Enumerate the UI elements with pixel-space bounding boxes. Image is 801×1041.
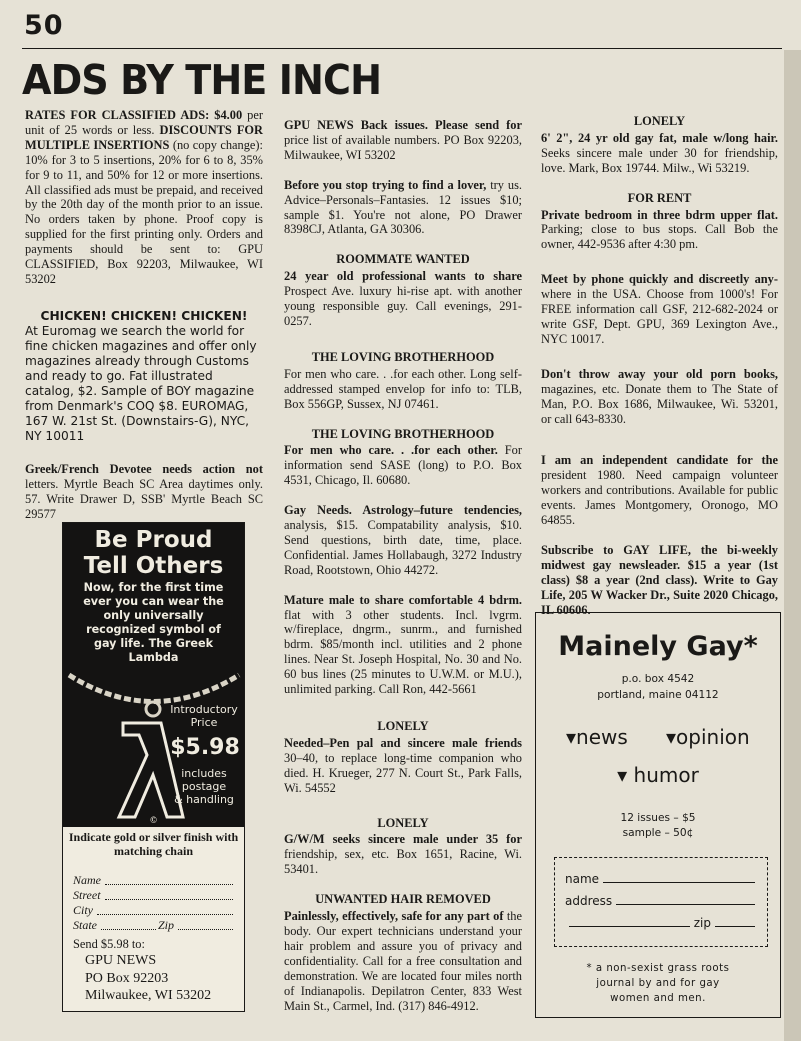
lover-ad: Before you stop trying to find a lover, try us. Advice–Personals–Fantasies. 12 issues $10; sample $1. You're not alone, PO Drawer 8398CJ, Atlanta, GA 30306.	[284, 177, 522, 237]
form-name-field[interactable]: Name	[73, 873, 235, 888]
includes-label: includes postage & handling	[174, 767, 234, 806]
coupon-address-field[interactable]: address	[565, 894, 759, 908]
lonely-heading-1: LONELY	[377, 719, 429, 733]
astrology-ad: Gay Needs. Astrology–future tendencies, analysis, $15. Compatability analysis, $10. Send questions, birth date, time, place. Confidential. James Hollabaugh, 3272 Industry Road, Rootstown, Ohio 44272.	[284, 503, 522, 577]
mature-male-ad: Mature male to share comfortable 4 bdrm. flat with 3 other students. Incl. lvgrm. w/fireplace, dngrm., sunrm., and furnished bdrm. $85/month incl. utilities and 2 phone lines. Near St. Joseph Hospital, No. 30 and No. 60 bus lines (25 minutes to U.W.M. or M.U.), unlimited parking. Call Ron, 442-5661	[284, 592, 522, 697]
coupon-zip-field[interactable]: zip	[565, 916, 759, 930]
lonely-heading-2: LONELY	[377, 815, 429, 830]
order-address: GPU NEWS PO Box 92203 Milwaukee, WI 53202	[85, 953, 212, 1003]
rates-ad: RATES FOR CLASSIFIED ADS: $4.00 per unit of 25 words or less. DISCOUNTS FOR MULTIPLE INSERTIONS (no copy change): 10% for 3 to 5 insertions, 20% for 6 to 8, 35% for 9 to 11, and 50% for 12 or more insertions. All classified ads must be prepaid, and received by the 20th day of the month prior to an issue. No orders taken by phone. Proof copy is supplied for the first printing only. Orders and payments should be sent to: GPU CLASSIFIED, Box 92203, Milwaukee, WI 53202	[25, 108, 264, 286]
page-number: 50	[24, 10, 64, 41]
page-title: ADS BY THE INCH	[22, 56, 382, 104]
brotherhood-ad-2: For men who care. . .for each other. For information send SASE (long) to P.O. Box 4531, Chicago, Il. 60680.	[284, 443, 522, 488]
news-label: ▾news	[566, 725, 628, 749]
subscription-prices: 12 issues – $5 sample – 50¢	[620, 812, 696, 839]
roommate-ad: 24 year old professional wants to share Prospect Ave. luxury hi-rise apt. with another young responsible guy. Call evenings, 291-0257.	[284, 269, 522, 328]
lonely-heading-3: LONELY	[633, 114, 686, 128]
mainely-gay-address: p.o. box 4542 portland, maine 04112	[597, 673, 719, 701]
form-city-field[interactable]: City	[73, 903, 235, 918]
humor-label: ▾ humor	[617, 763, 699, 787]
porn-books-ad: Don't throw away your old porn books, magazines, etc. Donate them to The State of Man, P.O. Box 1686, Milwaukee, Wi. 53201, or call 643-8330.	[541, 366, 778, 426]
copyright-mark: ©	[150, 815, 157, 825]
brotherhood-heading-2: THE LOVING BROTHERHOOD	[311, 426, 495, 441]
send-to-label: Send $5.98 to:	[73, 937, 145, 951]
mainely-gay-tagline: * a non-sexist grass roots journal by and for gay women and men.	[586, 963, 730, 1004]
column-3	[541, 114, 778, 632]
gay-life-ad: Subscribe to GAY LIFE, the bi-weekly midwest gay newsleader. $15 a year (1st class) $8 a year (2nd class). Write to Gay Life, 205 W Wacker Dr., Suite 2020 Chicago, IL 60606.	[541, 542, 778, 617]
hair-heading: UNWANTED HAIR REMOVED	[315, 892, 491, 907]
column-1	[25, 108, 263, 537]
lonely-ad-3: 6' 2", 24 yr old gay fat, male w/long hair. Seeks sincere male under 30 for friendship, love. Mark, Box 19744. Milw., Wi 53219.	[541, 130, 778, 175]
lambda-ad-box	[62, 522, 245, 1012]
candidate-ad: I am an independent candidate for the president 1980. Need campaign volunteer workers and contributions. Available for public events. James Montgomery, Oronogo, MO 64855.	[541, 453, 778, 528]
lonely-ad-2: G/W/M seeks sincere male under 35 for friendship, sex, etc. Box 1651, Racine, Wi. 53401.	[284, 832, 522, 877]
roommate-heading: ROOMMATE WANTED	[336, 252, 470, 267]
for-rent-heading: FOR RENT	[627, 190, 692, 205]
gpu-backissues-ad: GPU NEWS Back issues. Please send for price list of available numbers. PO Box 92203, Milwaukee, WI 53202	[284, 118, 522, 162]
header-rule	[22, 48, 782, 49]
intro-price-label: Introductory Price	[170, 703, 238, 729]
brotherhood-ad-1: For men who care. . .for each other. Long self-addressed stamped envelop for info to: TLB, Box 556GP, Sussex, NJ 07461.	[284, 366, 522, 411]
lonely-ad-1: Needed–Pen pal and sincere male friends 30–40, to replace long-time companion who died. H. Krueger, 277 N. Court St., Park Falls, Wi. 54552	[284, 735, 522, 795]
coupon-name-field[interactable]: name	[565, 872, 759, 886]
order-form	[73, 873, 235, 933]
form-street-field[interactable]: Street	[73, 888, 235, 903]
ad-blurb: Now, for the first time ever you can wear the only universally recognized symbol of gay life. The Greek Lambda	[83, 581, 224, 664]
opinion-label: ▾opinion	[666, 725, 750, 749]
coupon-form	[554, 857, 768, 947]
finish-note: Indicate gold or silver finish with matching chain	[63, 827, 244, 858]
phone-ad: Meet by phone quickly and discreetly any-where in the USA. Choose from 1000's! For FREE information call GSF, 212-682-2024 or write GSF, Dept. GPU, 369 Lexington Ave., NYC 10017.	[541, 272, 778, 346]
next-page-edge	[784, 50, 801, 1041]
column-2	[284, 118, 522, 1028]
for-rent-ad: Private bedroom in three bdrm upper flat. Parking; close to bus stops. Call Bob the owner, 442-9536 after 4:30 pm.	[541, 207, 778, 252]
ad-price: $5.98	[170, 735, 240, 760]
mainely-gay-title: Mainely Gay*	[558, 631, 758, 662]
mainely-gay-ad-box	[535, 612, 781, 1018]
brotherhood-heading-1: THE LOVING BROTHERHOOD	[311, 349, 495, 364]
chicken-ad: CHICKEN! CHICKEN! CHICKEN! At Euromag we search the world for fine chicken magazines and offer only magazines already through Customs and ready to go. Fat illustrated catalog, $2. Sample of BOY magazine from Denmark's COQ $8. EUROMAG, 167 W. 21st St. (Downstairs-G), NYC, NY 10011	[25, 308, 257, 443]
hair-removal-ad: Painlessly, effectively, safe for any part of the body. Our expert technicians understand your hair problem and assure you of privacy and confidentiality. Call for a free consultation and demonstration. We are located four miles north of Indianapolis. Depilatron Center, 833 West Main St., Carmel, Ind. (317) 846-4912.	[284, 909, 522, 1013]
ad-headline: Be Proud Tell Others	[83, 527, 224, 579]
greek-ad: Greek/French Devotee needs action not letters. Myrtle Beach SC Area daytimes only. 57. Write Drawer D, SSB' Myrtle Beach SC 29577	[25, 461, 263, 521]
form-state-zip-field[interactable]: State Zip	[73, 918, 235, 933]
